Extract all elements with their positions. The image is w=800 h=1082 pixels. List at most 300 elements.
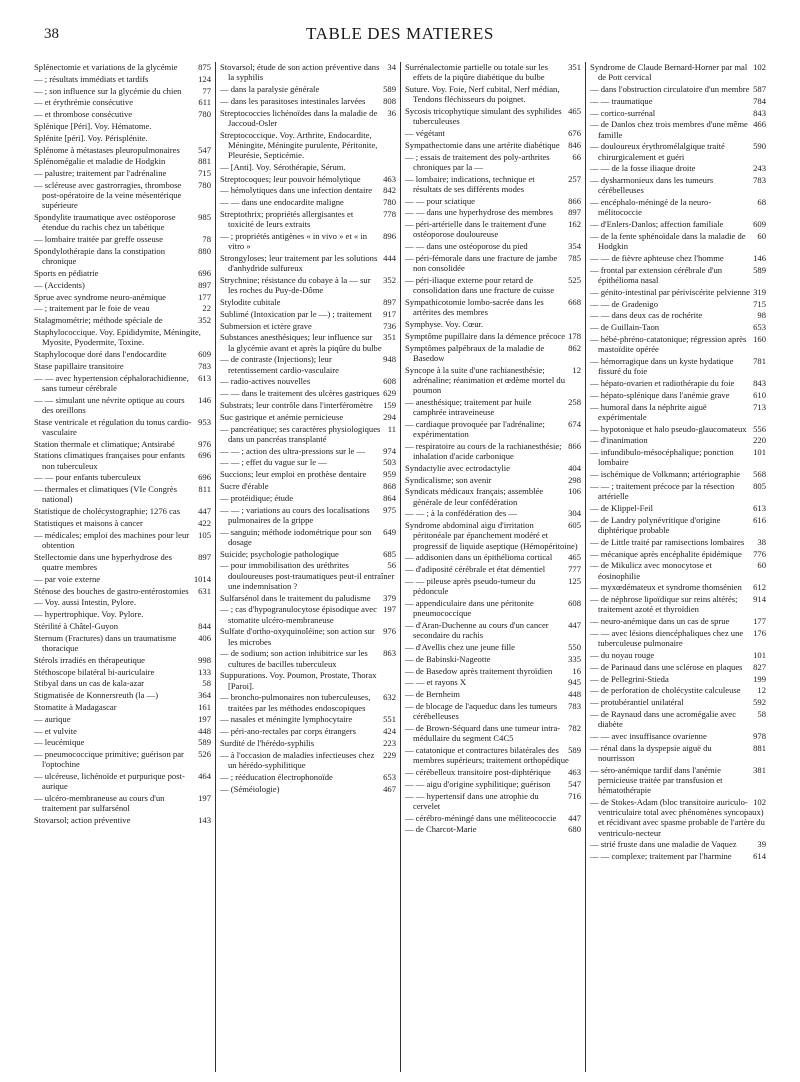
entry-page-number: 447 <box>568 619 581 630</box>
entry-page-number: 880 <box>198 245 211 256</box>
index-entry <box>405 642 581 652</box>
entry-page-number: 914 <box>753 594 766 605</box>
entry-page-number: 881 <box>198 156 211 167</box>
index-entry <box>405 824 581 834</box>
entry-text: — de Parinaud dans une sclérose en plaques <box>590 661 743 672</box>
entry-text: — ; propriétés antigènes « in vivo » et « in vitro » <box>220 230 368 252</box>
entry-text: — infundibulo-mésocéphalique; ponction lombaire <box>590 447 734 468</box>
index-entry <box>590 697 766 707</box>
index-entry <box>590 469 766 479</box>
index-entry <box>220 412 396 422</box>
entry-text: Streptococcies lichénoïdes dans la maladie de Jaccoud-Osler <box>220 107 378 128</box>
entry-text: Staphylocoque doré dans l'endocardite <box>34 348 167 359</box>
index-entry <box>34 361 211 371</box>
entry-page-number: 668 <box>568 296 581 307</box>
entry-text: Stérilité à Châtel-Guyon <box>34 620 119 631</box>
entry-text: — du noyau rouge <box>590 649 655 660</box>
entry-text: — de perforation de cholécystite calculeuse <box>590 685 741 696</box>
entry-page-number: 143 <box>198 815 211 826</box>
entry-page-number: 160 <box>753 333 766 344</box>
entry-page-number: 953 <box>198 416 211 427</box>
index-entry <box>34 86 211 96</box>
index-entry <box>220 549 396 559</box>
entry-text: — ; traitement par le foie de veau <box>34 303 150 314</box>
index-column-3 <box>400 62 585 1072</box>
entry-text: — — ; à la confédération des — <box>405 508 517 519</box>
entry-text: — nasales et méningite lymphocytaire <box>220 714 353 725</box>
entry-page-number: 568 <box>753 469 766 480</box>
entry-text: — de néphrose lipoïdique sur reins altérés; traitement azoté et thyroïdien <box>590 594 738 615</box>
entry-text: — — avec hypertension céphalorachidienne, sans tumeur cérébrale <box>34 372 189 393</box>
entry-page-number: 610 <box>753 389 766 400</box>
index-entry <box>34 518 211 528</box>
entry-text: — d'Avellis chez une jeune fille <box>405 641 515 652</box>
entry-page-number: 352 <box>198 315 211 326</box>
entry-page-number: 197 <box>198 793 211 804</box>
index-entry <box>220 750 396 770</box>
index-entry <box>220 96 396 106</box>
entry-text: Strongyloses; leur traitement par les solutions d'anhydride sulfureux <box>220 252 378 274</box>
entry-page-number: 381 <box>753 764 766 775</box>
index-entry <box>220 84 396 94</box>
entry-text: Splénite [péri]. Voy. Périsplénite. <box>34 132 148 143</box>
entry-text: Suture. Voy. Foie, Nerf cubital, Nerf médian, Tendons fléchisseurs du poignet. <box>405 84 560 105</box>
index-entry <box>405 813 581 823</box>
entry-text: — — dans une ostéoporose du pied <box>405 241 528 252</box>
entry-text: — et vulvite <box>34 725 77 736</box>
entry-text: Sympathicotomie lombo-sacrée dans les artérites des membres <box>405 296 544 318</box>
index-entry <box>590 650 766 660</box>
index-entry <box>590 84 766 94</box>
entry-text: — sanguin; méthode iodométrique pour son dosage <box>220 526 372 547</box>
entry-page-number: 105 <box>198 529 211 540</box>
entry-text: — séro-anémique tardif dans l'anémie pernicieuse traitée par transfusion et hématothérapie <box>590 764 723 796</box>
entry-text: Stérols irradiés en thérapeutique <box>34 654 145 665</box>
index-entry <box>34 621 211 631</box>
entry-text: — cortico-surrénal <box>590 107 656 118</box>
index-entry <box>590 674 766 684</box>
index-entry <box>220 446 396 456</box>
entry-text: — ; son influence sur la glycémie du chien <box>34 85 182 96</box>
entry-page-number: 777 <box>568 564 581 575</box>
entry-text: Splénomégalie et maladie de Hodgkin <box>34 156 166 167</box>
index-entry <box>34 315 211 325</box>
entry-page-number: 98 <box>757 310 766 321</box>
entry-page-number: 653 <box>383 771 396 782</box>
index-entry <box>220 231 396 251</box>
entry-text: — aurique <box>34 713 71 724</box>
entry-page-number: 447 <box>198 506 211 517</box>
entry-page-number: 696 <box>198 267 211 278</box>
entry-page-number: 784 <box>753 95 766 106</box>
entry-page-number: 257 <box>568 173 581 184</box>
index-entry <box>34 373 211 393</box>
entry-text: — — et rayons X <box>405 677 467 688</box>
entry-page-number: 896 <box>383 230 396 241</box>
index-entry <box>405 331 581 341</box>
entry-page-number: 102 <box>753 796 766 807</box>
index-entry <box>590 582 766 592</box>
index-entry <box>405 564 581 574</box>
index-entry <box>405 654 581 664</box>
entry-text: — ; essais de traitement des poly-arthrites chroniques par la — <box>405 151 550 172</box>
index-column-2 <box>215 62 400 1072</box>
entry-text: — d'inanimation <box>590 435 648 446</box>
index-entry <box>34 145 211 155</box>
entry-page-number: 38 <box>757 536 766 547</box>
entry-page-number: 422 <box>198 517 211 528</box>
entry-text: — — simulant une névrite optique au cours des oreillons <box>34 394 185 415</box>
entry-text: — — avec lésions diencéphaliques chez une tuberculeuse pulmonaire <box>590 627 744 649</box>
entry-text: — dans les parasitoses intestinales larvées <box>220 95 366 106</box>
index-entry <box>405 486 581 506</box>
entry-page-number: 587 <box>753 84 766 94</box>
entry-page-number: 713 <box>753 401 766 412</box>
entry-page-number: 589 <box>568 744 581 755</box>
entry-page-number: 674 <box>568 418 581 429</box>
index-entry <box>34 793 211 813</box>
entry-text: Stations climatiques françaises pour enfants non tuberculeux <box>34 450 185 471</box>
index-entry <box>34 737 211 747</box>
index-entry <box>34 678 211 688</box>
entry-text: — broncho-pulmonaires non tuberculeuses, traitées par les méthodes endoscopiques <box>220 692 371 713</box>
index-entry <box>220 275 396 295</box>
entry-text: Suicide; psychologie pathologique <box>220 548 339 559</box>
entry-page-number: 335 <box>568 653 581 664</box>
entry-text: — — pour enfants tuberculeux <box>34 472 141 483</box>
index-entry <box>220 469 396 479</box>
entry-text: — de blocage de l'aqueduc dans les tumeurs cérébelleuses <box>405 700 558 722</box>
entry-page-number: 948 <box>383 354 396 365</box>
index-entry <box>590 435 766 445</box>
entry-text: — d'adiposité cérébrale et état démentiel <box>405 564 546 575</box>
entry-text: Station thermale et climatique; Antsirabé <box>34 438 175 449</box>
entry-text: — protubérantiel unilatéral <box>590 697 684 708</box>
entry-text: — thermales et climatiques (VIe Congrès national) <box>34 484 177 505</box>
entry-text: — dysharmonieux dans les tumeurs cérébelleuses <box>590 175 714 196</box>
entry-text: — scléreuse avec gastrorragies, thrombose post-opératoire de la veine mésentérique supérieure <box>34 179 182 211</box>
entry-page-number: 298 <box>568 474 581 485</box>
index-entry <box>34 97 211 107</box>
index-entry <box>220 738 396 748</box>
page-title: TABLE DES MATIERES <box>306 24 494 43</box>
entry-text: Stase papillaire transitoire <box>34 360 124 371</box>
entry-page-number: 58 <box>757 708 766 719</box>
entry-text: — douloureux érythromélalgique traité chirurgicalement et guéri <box>590 141 725 162</box>
entry-page-number: 653 <box>753 322 766 333</box>
index-entry <box>405 128 581 138</box>
index-entry <box>590 231 766 251</box>
entry-page-number: 881 <box>753 742 766 753</box>
index-entry <box>405 62 581 82</box>
entry-text: — — ; action des ultra-pressions sur le — <box>220 445 366 456</box>
entry-page-number: 547 <box>568 778 581 789</box>
index-entry <box>590 851 766 861</box>
entry-page-number: 629 <box>383 388 396 399</box>
page-number: 38 <box>44 26 59 42</box>
entry-page-number: 616 <box>753 514 766 525</box>
entry-text: — — aigu d'origine syphilitique; guérison <box>405 778 551 789</box>
entry-text: — leucémique <box>34 737 85 748</box>
entry-page-number: 605 <box>568 520 581 531</box>
entry-text: — rénal dans la dyspepsie aiguë du nourrisson <box>590 742 712 763</box>
index-entry <box>590 175 766 195</box>
entry-page-number: 959 <box>383 469 396 480</box>
index-entry <box>590 839 766 849</box>
index-entry <box>220 130 396 161</box>
entry-text: Substrats; leur contrôle dans l'interféromètre <box>220 399 373 410</box>
index-entry <box>220 185 396 195</box>
index-entry <box>590 424 766 434</box>
index-entry <box>220 174 396 184</box>
entry-text: — d'Enlers-Danlos; affection familiale <box>590 219 724 230</box>
index-entry <box>34 74 211 84</box>
index-entry <box>590 299 766 309</box>
entry-page-number: 159 <box>383 399 396 410</box>
index-entry <box>405 419 581 439</box>
index-column-4 <box>585 62 770 1072</box>
entry-page-number: 780 <box>198 109 211 120</box>
index-entry <box>590 265 766 285</box>
entry-text: Sycosis tricophytique simulant des syphilides tuberculeuses <box>405 106 562 127</box>
entry-text: — de Babinski-Nageotte <box>405 653 491 664</box>
entry-page-number: 466 <box>753 119 766 130</box>
entry-text: — de Mikulicz avec monocytose et éosinophilie <box>590 560 712 581</box>
entry-text: — de Pellegrini-Stieda <box>590 673 669 684</box>
entry-page-number: 424 <box>383 726 396 737</box>
entry-page-number: 811 <box>198 484 211 495</box>
index-entry <box>34 246 211 266</box>
entry-text: — hébé-phréno-catatonique; régression après mastoïdite opérée <box>590 333 747 355</box>
entry-text: — de Little traité par ramisections lombaires <box>590 536 745 547</box>
entry-text: — (Séméiologie) <box>220 783 280 794</box>
entry-page-number: 199 <box>753 673 766 684</box>
index-entry <box>34 280 211 290</box>
entry-text: Spondylothérapie dans la constipation chronique <box>34 245 166 267</box>
entry-text: Surdité de l'hérédo-syphilis <box>220 737 315 748</box>
index-entry <box>590 96 766 106</box>
index-entry <box>220 388 396 398</box>
index-entry <box>590 62 766 82</box>
index-entry <box>590 797 766 838</box>
index-entry <box>405 552 581 562</box>
entry-text: Stovarsol; action préventive <box>34 815 131 826</box>
index-entry <box>590 447 766 467</box>
index-entry <box>405 397 581 417</box>
index-entry <box>405 319 581 329</box>
entry-text: — respiratoire au cours de la rachianesthésie; inhalation d'acide carbonique <box>405 440 562 461</box>
index-entry <box>405 196 581 206</box>
entry-page-number: 547 <box>198 144 211 155</box>
entry-text: Splénique [Péri]. Voy. Hématome. <box>34 120 152 131</box>
entry-text: — cardiaque provoquée par l'adrénaline; expérimentation <box>405 418 545 439</box>
index-entry <box>34 484 211 504</box>
index-entry <box>590 481 766 501</box>
entry-text: — protéidique; étude <box>220 492 294 503</box>
entry-text: — de contraste (Injections); leur retentissement cardio-vasculaire <box>220 354 339 375</box>
index-entry <box>220 309 396 319</box>
index-entry <box>405 441 581 461</box>
entry-page-number: 39 <box>757 839 766 850</box>
entry-text: — péri-iliaque externe pour retard de consolidation dans une fracture de cuisse <box>405 274 555 296</box>
entry-text: — de Raynaud dans une acromégalie avec diabète <box>590 708 737 730</box>
entry-text: — ; cas d'hypogranulocytose épisodique avec stomatite ulcéro-membraneuse <box>220 604 377 625</box>
entry-page-number: 590 <box>753 141 766 152</box>
index-entry <box>405 343 581 363</box>
entry-page-number: 783 <box>568 700 581 711</box>
index-entry <box>34 121 211 131</box>
entry-page-number: 843 <box>753 377 766 388</box>
entry-page-number: 842 <box>383 185 396 196</box>
entry-text: Substances anesthésiques; leur influence sur la glycémie avant et après la piqûre du bulbe <box>220 332 382 353</box>
index-entry <box>405 689 581 699</box>
entry-page-number: 846 <box>568 139 581 150</box>
index-entry <box>34 439 211 449</box>
entry-page-number: 177 <box>753 616 766 627</box>
entry-page-number: 22 <box>202 303 211 314</box>
index-entry <box>405 677 581 687</box>
entry-page-number: 11 <box>387 423 396 434</box>
entry-text: — catatonique et contractures bilatérales des membres supérieurs; traitement orthopédique <box>405 744 569 766</box>
entry-page-number: 551 <box>383 714 396 725</box>
entry-page-number: 379 <box>383 592 396 603</box>
entry-page-number: 868 <box>383 480 396 491</box>
index-entry <box>405 174 581 194</box>
index-entry <box>220 332 396 352</box>
entry-page-number: 101 <box>753 649 766 660</box>
entry-text: — lombaire traitée par greffe osseuse <box>34 234 163 245</box>
entry-page-number: 608 <box>383 376 396 387</box>
entry-text: Sports en pédiatrie <box>34 267 99 278</box>
entry-text: Strychnine; résistance du cobaye à la — sur les roches du Puy-de-Dôme <box>220 274 371 296</box>
entry-page-number: 805 <box>753 480 766 491</box>
entry-text: Symptômes palpébraux de la maladie de Basedow <box>405 342 545 363</box>
index-entry <box>590 141 766 161</box>
entry-text: Sulfarsénol dans le traitement du paludisme <box>220 592 371 603</box>
index-entry <box>34 212 211 232</box>
entry-text: — de Landry polynévritique d'origine diphtérique probable <box>590 514 721 535</box>
entry-page-number: 897 <box>568 207 581 218</box>
entry-text: — pancréatique; ses caractères physiologiques dans un pancréas transplanté <box>220 423 381 444</box>
entry-page-number: 448 <box>568 689 581 700</box>
entry-text: — — ; effet du vague sur le — <box>220 457 327 468</box>
index-column-1 <box>30 62 215 1072</box>
index-entry <box>590 616 766 626</box>
entry-page-number: 974 <box>383 445 396 456</box>
index-entry <box>34 655 211 665</box>
index-entry <box>590 709 766 729</box>
entry-text: — encéphalo-méningé de la neuro-mélitococcie <box>590 197 712 218</box>
index-entry <box>405 207 581 217</box>
entry-page-number: 592 <box>753 697 766 708</box>
entry-text: — d'Aran-Duchenne au cours d'un cancer secondaire du rachis <box>405 619 549 641</box>
entry-page-number: 556 <box>753 423 766 434</box>
index-entry <box>590 197 766 217</box>
entry-page-number: 778 <box>383 208 396 219</box>
index-entry <box>34 156 211 166</box>
entry-page-number: 783 <box>753 175 766 186</box>
entry-text: — pneumococcique primitive; guérison par l'optochine <box>34 749 184 770</box>
entry-page-number: 464 <box>198 771 211 782</box>
entry-page-number: 978 <box>753 730 766 741</box>
index-entry <box>405 767 581 777</box>
entry-text: — — ; variations au cours des localisations pulmonaires de la grippe <box>220 504 370 525</box>
index-entry <box>405 475 581 485</box>
entry-text: — de Charcot-Marie <box>405 824 477 835</box>
entry-text: — de la fente sphénoïdale dans la maladie de Hodgkin <box>590 230 746 252</box>
entry-text: — médicales; emploi des machines pour leur obtention <box>34 529 190 550</box>
index-entry <box>590 594 766 614</box>
index-entry <box>405 152 581 172</box>
index-entry <box>590 378 766 388</box>
entry-page-number: 34 <box>387 62 396 72</box>
entry-page-number: 945 <box>568 677 581 688</box>
index-entry <box>590 402 766 422</box>
entry-text: — de Bernheim <box>405 689 460 700</box>
entry-text: — hémorragique dans un kyste hydatique fissuré du foie <box>590 355 734 377</box>
entry-page-number: 354 <box>568 241 581 252</box>
entry-page-number: 864 <box>383 492 396 503</box>
entry-text: — — complexe; traitement par l'harmine <box>590 851 732 862</box>
entry-page-number: 146 <box>753 252 766 263</box>
entry-page-number: 525 <box>568 274 581 285</box>
index-entry <box>590 765 766 796</box>
entry-page-number: 781 <box>753 355 766 366</box>
entry-page-number: 632 <box>383 692 396 703</box>
entry-page-number: 106 <box>568 486 581 497</box>
index-entry <box>220 400 396 410</box>
entry-text: — — pileuse après pseudo-tumeur du pédoncule <box>405 575 536 597</box>
entry-page-number: 863 <box>383 648 396 659</box>
entry-text: — hépato-splénique dans l'anémie grave <box>590 389 730 400</box>
entry-page-number: 463 <box>568 766 581 777</box>
entry-text: — frontal par extension cérébrale d'un épithélioma nasal <box>590 264 723 285</box>
entry-text: — de Danlos chez trois membres d'une même famille <box>590 119 748 140</box>
entry-text: — [Anti]. Voy. Sérothérapie, Sérum. <box>220 161 346 172</box>
index-entry <box>405 253 581 273</box>
entry-page-number: 178 <box>568 330 581 341</box>
entry-text: — ; rééducation électrophonoïde <box>220 771 333 782</box>
index-entry <box>34 815 211 825</box>
entry-text: — ulcéro-membraneuse au cours d'un traitement par sulfarsénol <box>34 793 165 814</box>
entry-text: — ; résultats immédiats et tardifs <box>34 73 149 84</box>
index-entry <box>220 197 396 207</box>
index-entry <box>220 726 396 736</box>
index-entry <box>590 108 766 118</box>
index-entry <box>590 390 766 400</box>
entry-page-number: 844 <box>198 620 211 631</box>
entry-page-number: 985 <box>198 212 211 223</box>
entry-page-number: 866 <box>568 195 581 206</box>
index-entry <box>220 648 396 668</box>
entry-text: — hypotonique et halo pseudo-glaucomateux <box>590 423 747 434</box>
index-entry <box>405 275 581 295</box>
index-entry <box>405 520 581 551</box>
index-entry <box>220 604 396 624</box>
entry-text: — — hypertensif dans une atrophie du cervelet <box>405 790 539 811</box>
entry-text: Stigmatisée de Konnersreuth (la —) <box>34 690 159 701</box>
entry-text: — lombaire; indications, technique et résultats de ses différents modes <box>405 173 535 194</box>
entry-page-number: 685 <box>383 548 396 559</box>
entry-text: Stalagmométrie; méthode spéciale de <box>34 315 163 326</box>
index-entry <box>34 62 211 72</box>
index-entry <box>590 743 766 763</box>
index-entry <box>405 84 581 104</box>
index-entry <box>34 609 211 619</box>
index-entry <box>34 417 211 437</box>
index-entry <box>405 620 581 640</box>
entry-page-number: 16 <box>572 665 581 676</box>
